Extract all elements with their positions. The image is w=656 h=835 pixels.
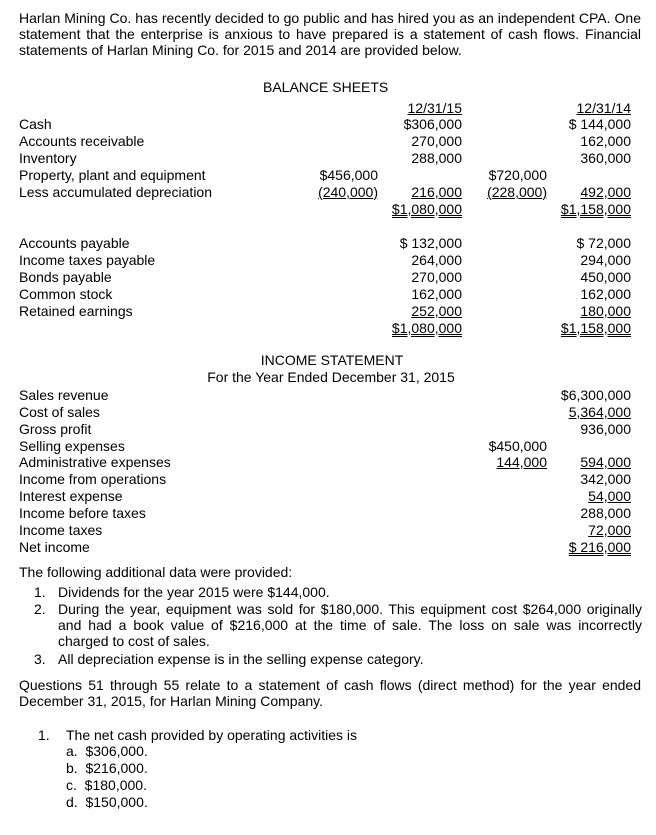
income-statement-subtitle <box>0 369 656 385</box>
col-header-2015: 12/31/15 <box>407 100 462 116</box>
re-2014: 180,000 <box>580 303 631 319</box>
common-2014: 162,000 <box>580 286 631 302</box>
total-assets-2015: $1,080,000 <box>391 201 462 217</box>
income-statement-title <box>0 352 656 368</box>
option-letter: c. <box>66 777 77 793</box>
additional-item-num: 3. <box>34 651 46 667</box>
ops-label: Income from operations <box>19 471 167 487</box>
additional-item-text: All depreciation expense is in the selling expense category. <box>58 651 424 667</box>
additional-item <box>34 584 642 600</box>
col-header-2014: 12/31/14 <box>576 100 631 116</box>
income-title-text: INCOME STATEMENT <box>260 352 404 368</box>
additional-item <box>34 601 642 649</box>
selling-sub: $450,000 <box>488 438 547 454</box>
ibt-value: 288,000 <box>580 505 631 521</box>
option-text: $306,000. <box>85 743 148 759</box>
additional-item-num: 1. <box>34 584 46 600</box>
cos-value: 5,364,000 <box>568 404 631 420</box>
option-letter: a. <box>66 743 78 759</box>
sales-value: $6,300,000 <box>560 387 631 403</box>
inventory-2015: 288,000 <box>411 150 462 166</box>
itp-2014: 294,000 <box>580 252 631 268</box>
gross-value: 936,000 <box>580 421 631 437</box>
net-income-value: $ 216,000 <box>568 539 631 555</box>
sales-label: Sales revenue <box>19 387 109 403</box>
bonds-2015: 270,000 <box>411 269 462 285</box>
taxes-label: Income taxes <box>19 522 103 538</box>
net-ppe-2014: 492,000 <box>580 184 631 200</box>
option-text: $216,000. <box>85 760 148 776</box>
itp-2015: 264,000 <box>411 252 462 268</box>
accum-dep-2014-sub: (228,000) <box>487 184 547 200</box>
selling-label: Selling expenses <box>19 438 125 454</box>
re-2015: 252,000 <box>411 303 462 319</box>
option-text: $150,000. <box>85 794 148 810</box>
intro-paragraph: Harlan Mining Co. has recently decided to go public and has hired you as an independent CPA. One statement that the enterprise is anxious to have prepared is a statement of cash flows. Financial statements of Harlan Mining Co. for 2015 and 2014 are provided below. <box>19 10 641 58</box>
ppe-label: Property, plant and equipment <box>19 167 206 183</box>
option-letter: d. <box>66 794 78 810</box>
total-expenses-value: 594,000 <box>580 454 631 470</box>
accum-dep-label: Less accumulated depreciation <box>19 184 213 200</box>
total-liab-2014: $1,158,000 <box>560 320 631 336</box>
ap-2014: $ 72,000 <box>576 235 631 251</box>
admin-label: Administrative expenses <box>19 454 171 470</box>
total-assets-2014: $1,158,000 <box>560 201 631 217</box>
option-letter: b. <box>66 760 78 776</box>
ap-2015: $ 132,000 <box>399 235 462 251</box>
ibt-label: Income before taxes <box>19 505 146 521</box>
additional-item <box>34 651 642 667</box>
total-liab-2015: $1,080,000 <box>391 320 462 336</box>
option-a[interactable] <box>66 743 148 759</box>
option-d[interactable] <box>66 794 148 810</box>
cash-2014: $ 144,000 <box>568 116 631 132</box>
ar-2015: 270,000 <box>411 133 462 149</box>
net-ppe-2015: 216,000 <box>411 184 462 200</box>
bonds-2014: 450,000 <box>580 269 631 285</box>
questions-intro: Questions 51 through 55 relate to a statement of cash flows (direct method) for the year ended December 31, 2015, for Harlan Mining Company. <box>19 677 641 709</box>
bonds-label: Bonds payable <box>19 269 112 285</box>
additional-item-num: 2. <box>34 601 46 617</box>
ar-2014: 162,000 <box>580 133 631 149</box>
ops-value: 342,000 <box>580 471 631 487</box>
taxes-value: 72,000 <box>588 522 631 538</box>
gross-label: Gross profit <box>19 421 92 437</box>
accum-dep-2015-sub: (240,000) <box>318 184 378 200</box>
additional-heading: The following additional data were provided: <box>19 564 293 580</box>
question-stem: The net cash provided by operating activities is <box>66 727 358 743</box>
ppe-2014: $720,000 <box>488 167 547 183</box>
cos-label: Cost of sales <box>19 404 100 420</box>
net-income-label: Net income <box>19 539 90 555</box>
itp-label: Income taxes payable <box>19 252 156 268</box>
ap-label: Accounts payable <box>19 235 130 251</box>
common-2015: 162,000 <box>411 286 462 302</box>
additional-item-text: During the year, equipment was sold for $180,000. This equipment cost $264,000 originally and had a book value of $216,000 at the time of sale. The loss on sale was incorrectly charged to cost of sales. <box>58 601 642 649</box>
inventory-2014: 360,000 <box>580 150 631 166</box>
common-label: Common stock <box>19 286 113 302</box>
option-c[interactable] <box>66 777 147 793</box>
ppe-2015: $456,000 <box>319 167 378 183</box>
cash-label: Cash <box>19 116 52 132</box>
re-label: Retained earnings <box>19 303 133 319</box>
option-text: $180,000. <box>84 777 147 793</box>
interest-label: Interest expense <box>19 488 123 504</box>
option-b[interactable] <box>66 760 148 776</box>
interest-value: 54,000 <box>588 488 631 504</box>
income-subtitle-text: For the Year Ended December 31, 2015 <box>207 369 455 385</box>
additional-item-text: Dividends for the year 2015 were $144,000. <box>58 584 330 600</box>
cash-2015: $306,000 <box>403 116 462 132</box>
admin-sub: 144,000 <box>496 454 547 470</box>
question-number: 1. <box>38 727 50 743</box>
ar-label: Accounts receivable <box>19 133 145 149</box>
inventory-label: Inventory <box>19 150 77 166</box>
balance-sheet-title: BALANCE SHEETS <box>263 79 389 95</box>
